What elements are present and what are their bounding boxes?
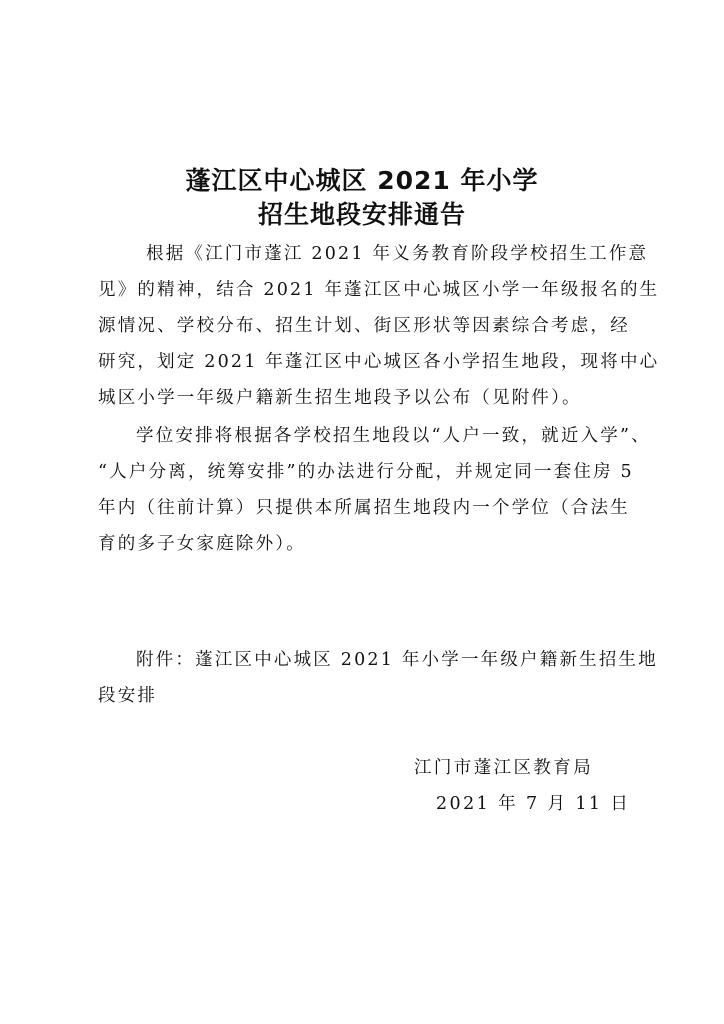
paragraph-1-line-4: 研究，划定 2021 年蓬江区中心城区各小学招生地段，现将中心 bbox=[98, 352, 660, 372]
paragraph-2-line-4: 育的多子女家庭除外）。 bbox=[98, 534, 306, 554]
paragraph-1-line-2: 见》的精神，结合 2021 年蓬江区中心城区小学一年级报名的生 bbox=[98, 280, 660, 300]
document-title-line-2: 招生地段安排通告 bbox=[257, 200, 466, 229]
paragraph-1-line-1: 根据《江门市蓬江 2021 年义务教育阶段学校招生工作意 bbox=[146, 244, 649, 264]
issuer-name: 江门市蓬江区教育局 bbox=[414, 758, 594, 778]
paragraph-2-line-2: “人户分离，统筹安排”的办法进行分配，并规定同一套住房 5 bbox=[98, 462, 634, 482]
issue-date: 2021 年 7 月 11 日 bbox=[436, 794, 631, 814]
paragraph-1-line-3: 源情况、学校分布、招生计划、街区形状等因素综合考虑，经 bbox=[98, 316, 630, 336]
attachment-line-1: 附件：蓬江区中心城区 2021 年小学一年级户籍新生招生地 bbox=[136, 650, 658, 670]
paragraph-2-line-1: 学位安排将根据各学校招生地段以“人户一致，就近入学”、 bbox=[136, 426, 651, 446]
paragraph-1-line-5: 城区小学一年级户籍新生招生地段予以公布（见附件）。 bbox=[98, 388, 582, 408]
document-title-line-1: 蓬江区中心城区 2021 年小学 bbox=[185, 166, 539, 195]
attachment-line-2: 段安排 bbox=[98, 686, 158, 706]
paragraph-2-line-3: 年内（往前计算）只提供本所属招生地段内一个学位（合法生 bbox=[98, 498, 630, 518]
